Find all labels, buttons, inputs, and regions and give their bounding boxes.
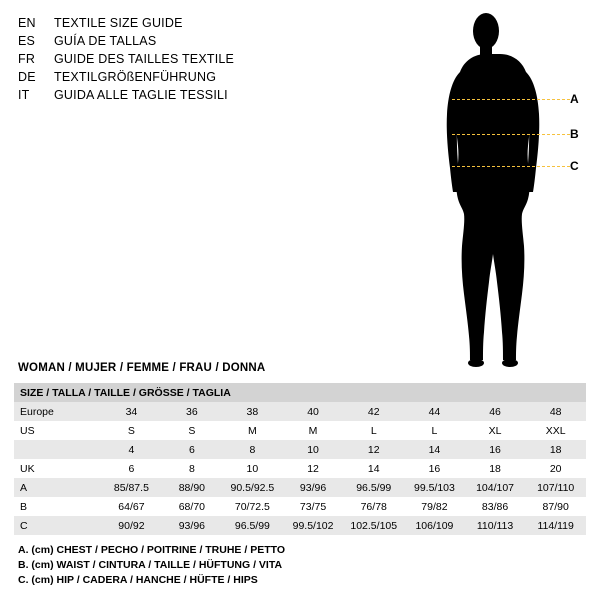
silhouette-icon xyxy=(400,6,600,376)
table-cell: 42 xyxy=(343,402,404,421)
table-cell: 18 xyxy=(525,440,586,459)
measurement-legend xyxy=(18,543,285,588)
table-row xyxy=(14,478,586,497)
table-cell: 40 xyxy=(283,402,344,421)
language-row xyxy=(18,86,348,104)
table-cell: XXL xyxy=(525,421,586,440)
language-row xyxy=(18,68,348,86)
section-title: WOMAN / MUJER / FEMME / FRAU / DONNA xyxy=(18,362,266,374)
table-cell: 48 xyxy=(525,402,586,421)
table-cell: 10 xyxy=(222,459,283,478)
language-list xyxy=(18,14,348,104)
table-cell: 76/78 xyxy=(343,497,404,516)
language-title: GUIDE DES TAILLES TEXTILE xyxy=(54,52,235,66)
row-label: Europe xyxy=(14,402,101,421)
marker-label-c: C xyxy=(570,159,579,173)
chest-measure-line xyxy=(452,99,570,100)
table-cell: 12 xyxy=(283,459,344,478)
language-code: FR xyxy=(18,52,36,66)
marker-label-b: B xyxy=(570,127,579,141)
table-header-label: SIZE / TALLA / TAILLE / GRÖSSE / TAGLIA xyxy=(14,383,586,402)
table-cell: 85/87.5 xyxy=(101,478,162,497)
table-cell: 44 xyxy=(404,402,465,421)
table-cell: 88/90 xyxy=(162,478,222,497)
table-cell: 34 xyxy=(101,402,162,421)
table-row xyxy=(14,440,586,459)
table-cell: XL xyxy=(465,421,526,440)
size-table xyxy=(14,383,586,535)
table-cell: 102.5/105 xyxy=(343,516,404,535)
table-cell: 16 xyxy=(404,459,465,478)
row-label: A xyxy=(14,478,101,497)
table-cell: 12 xyxy=(343,440,404,459)
table-cell: S xyxy=(101,421,162,440)
table-cell: L xyxy=(404,421,465,440)
language-title: GUÍA DE TALLAS xyxy=(54,34,157,48)
table-cell: 46 xyxy=(465,402,526,421)
table-cell: 90/92 xyxy=(101,516,162,535)
table-cell: 64/67 xyxy=(101,497,162,516)
table-cell: 99.5/103 xyxy=(404,478,465,497)
language-code: EN xyxy=(18,16,36,30)
legend-line-c: C. (cm) HIP / CADERA / HANCHE / HÜFTE / HIPS xyxy=(18,574,258,586)
language-code: IT xyxy=(18,88,30,102)
table-row xyxy=(14,459,586,478)
table-cell: 10 xyxy=(283,440,344,459)
table-row xyxy=(14,497,586,516)
table-row xyxy=(14,421,586,440)
table-cell: 4 xyxy=(101,440,162,459)
row-label: UK xyxy=(14,459,101,478)
table-cell: 90.5/92.5 xyxy=(222,478,283,497)
marker-label-a: A xyxy=(570,92,579,106)
language-row xyxy=(18,14,348,32)
table-cell: 99.5/102 xyxy=(283,516,344,535)
table-cell: 70/72.5 xyxy=(222,497,283,516)
table-row xyxy=(14,516,586,535)
hip-measure-line xyxy=(452,166,570,167)
table-cell: 6 xyxy=(162,440,222,459)
table-cell: 96.5/99 xyxy=(222,516,283,535)
table-cell: 38 xyxy=(222,402,283,421)
legend-line-b: B. (cm) WAIST / CINTURA / TAILLE / HÜFTUNG / VITA xyxy=(18,559,283,571)
table-cell: 36 xyxy=(162,402,222,421)
legend-line-a: A. (cm) CHEST / PECHO / POITRINE / TRUHE / PETTO xyxy=(18,544,286,556)
table-cell: 107/110 xyxy=(525,478,586,497)
table-cell: 6 xyxy=(101,459,162,478)
table-cell: 16 xyxy=(465,440,526,459)
table-cell: 104/107 xyxy=(465,478,526,497)
table-row xyxy=(14,402,586,421)
row-label xyxy=(14,440,101,459)
table-cell: M xyxy=(283,421,344,440)
table-cell: 87/90 xyxy=(525,497,586,516)
female-silhouette-figure xyxy=(400,6,600,376)
table-cell: 114/119 xyxy=(525,516,586,535)
row-label: US xyxy=(14,421,101,440)
table-cell: S xyxy=(162,421,222,440)
waist-measure-line xyxy=(452,134,570,135)
table-cell: 83/86 xyxy=(465,497,526,516)
language-code: ES xyxy=(18,34,36,48)
table-cell: 73/75 xyxy=(283,497,344,516)
table-cell: 110/113 xyxy=(465,516,526,535)
language-title: TEXTILE SIZE GUIDE xyxy=(54,16,183,30)
language-row xyxy=(18,50,348,68)
table-header-row xyxy=(14,383,586,402)
language-code: DE xyxy=(18,70,36,84)
table-cell: 8 xyxy=(222,440,283,459)
table-cell: 106/109 xyxy=(404,516,465,535)
table-cell: 93/96 xyxy=(162,516,222,535)
table-cell: 14 xyxy=(404,440,465,459)
table-cell: 96.5/99 xyxy=(343,478,404,497)
row-label: C xyxy=(14,516,101,535)
table-cell: 68/70 xyxy=(162,497,222,516)
language-title: GUIDA ALLE TAGLIE TESSILI xyxy=(54,88,228,102)
table-cell: 93/96 xyxy=(283,478,344,497)
language-row xyxy=(18,32,348,50)
row-label: B xyxy=(14,497,101,516)
table-cell: M xyxy=(222,421,283,440)
table-cell: 8 xyxy=(162,459,222,478)
table-cell: 14 xyxy=(343,459,404,478)
table-cell: 20 xyxy=(525,459,586,478)
table-cell: 79/82 xyxy=(404,497,465,516)
language-title: TEXTILGRÖßENFÜHRUNG xyxy=(54,70,217,84)
table-cell: 18 xyxy=(465,459,526,478)
table-cell: L xyxy=(343,421,404,440)
